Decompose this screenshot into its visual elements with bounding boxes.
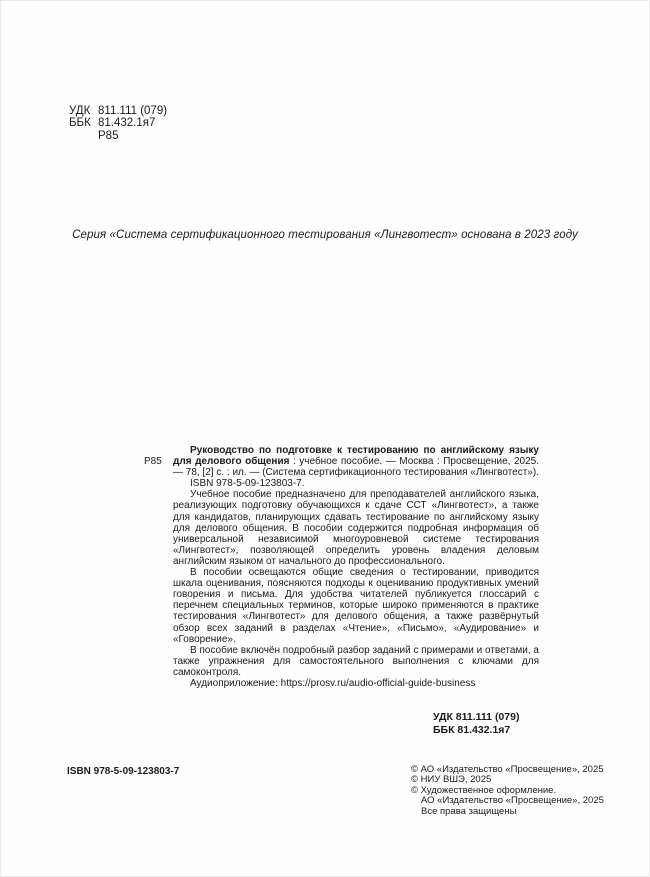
copyright-block [411, 765, 604, 817]
udk-value: 811.111 (079) [98, 105, 168, 117]
bibliographic-record [144, 445, 540, 479]
record-title: Руководство по подготовке к тестированию по английскому языку для делового общения [173, 445, 539, 468]
audio-appendix-line [173, 678, 539, 689]
author-sign-value: Р85 [98, 129, 119, 142]
annotation-paragraph-2: В пособии освещаются общие сведения о тестировании, приводится шкала оценивания, поясняются подходы к оцениванию продуктивных умений говорения и письма. Для удобства читателей публикуется глоссарий с перечнем специальных терминов, которые широко применяются в практике тестирования «Лингвотест» для делового общения, а также развёрнутый обзор всех заданий в разделах «Чтение», «Письмо», «Аудирование» и «Говорение». [173, 567, 539, 645]
copyright-line-rights: Все права защищены [421, 805, 517, 817]
copyright-line-design-publisher: АО «Издательство «Просвещение», 2025 [421, 795, 604, 807]
isbn-footer: ISBN 978-5-09-123803-7 [67, 766, 180, 777]
copyright-line-publisher: © АО «Издательство «Просвещение», 2025 [411, 764, 604, 775]
bibliographic-annotation [144, 445, 540, 689]
annotation-paragraph-3: В пособие включён подробный разбор заданий с примерами и ответами, а также упражнения для самостоятельного выполнения с ключами для самоконтроля. [173, 644, 539, 678]
bottom-bbk-line: ББК 81.432.1я7 [433, 724, 511, 736]
bottom-udk-line: УДК 811.111 (079) [433, 711, 520, 723]
author-sign-line [69, 130, 167, 142]
udk-line [69, 105, 167, 117]
audio-appendix-url: https://prosv.ru/audio-official-guide-business [280, 677, 476, 689]
copyright-line-design: © Художественное оформление. [411, 784, 557, 796]
udk-label: УДК [69, 105, 91, 117]
author-sign-margin: Р85 [144, 456, 162, 468]
bbk-line [69, 117, 167, 129]
bottom-classification-codes [433, 711, 519, 737]
audio-appendix-label: Аудиоприложение: [190, 677, 278, 689]
bbk-value: 81.432.1я7 [98, 117, 156, 130]
series-note: Серия «Система сертификационного тестирования «Лингвотест» основана в 2023 году [72, 229, 578, 241]
annotation-paragraph-1: Учебное пособие предназначено для преподавателей английского языка, реализующих подготовку обучающихся к сдаче ССТ «Лингвотест», а также для кандидатов, планирующих сдавать тестирование по английскому языку для делового общения. В пособии содержится подробная информация об универсальной независимой многоуровневой системе тестирования «Лингвотест», позволяющей определить уровень владения деловым английским языком от начального до профессионального. [173, 489, 539, 567]
record-isbn-line: ISBN 978-5-09-123803-7. [190, 478, 305, 490]
copyright-line-hse: © НИУ ВШЭ, 2025 [411, 774, 492, 786]
top-classification-codes [69, 105, 167, 142]
bbk-label: ББК [69, 117, 91, 130]
record-details: : учебное пособие. — Москва : Просвещение, 2025. — 78, [2] с. : ил. — (Система сертификационного тестирования «Лингвотест»). [173, 456, 540, 479]
